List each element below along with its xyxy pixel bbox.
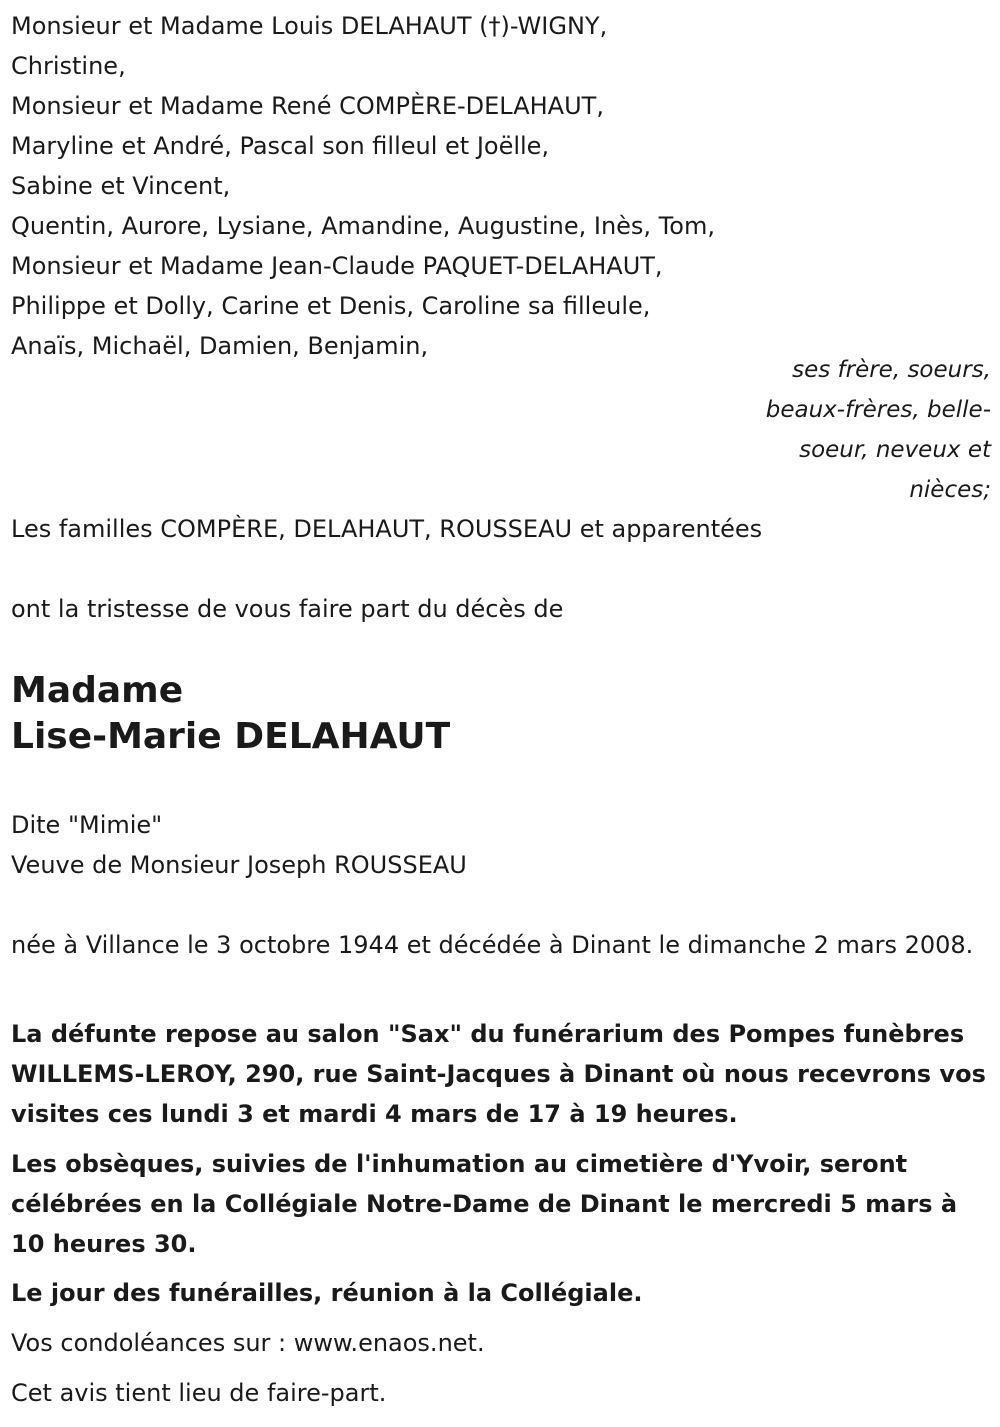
family-line: Maryline et André, Pascal son filleul et Joëlle, bbox=[11, 132, 550, 160]
widow-of: Veuve de Monsieur Joseph ROUSSEAU bbox=[11, 851, 467, 879]
deceased-name: Lise-Marie DELAHAUT bbox=[11, 716, 451, 757]
nickname: Dite "Mimie" bbox=[11, 811, 163, 839]
reunion-paragraph: Le jour des funérailles, réunion à la Collégiale. bbox=[11, 1279, 643, 1307]
relation-line: ses frère, soeurs, bbox=[792, 357, 991, 383]
notice-line: Cet avis tient lieu de faire-part. bbox=[11, 1379, 387, 1407]
family-line: Christine, bbox=[11, 52, 126, 80]
condolences-line: Vos condoléances sur : www.enaos.net. bbox=[11, 1329, 485, 1357]
family-list bbox=[11, 6, 715, 366]
family-line: Anaïs, Michaël, Damien, Benjamin, bbox=[11, 332, 429, 360]
salon-paragraph: La défunte repose au salon "Sax" du funérarium des Pompes funèbres WILLEMS-LEROY, 290, rue Saint-Jacques à Dinant où nous recevrons vos visites ces lundi 3 et mardi 4 mars de 17 à 19 heures. bbox=[11, 1020, 986, 1128]
family-line: Monsieur et Madame René COMPÈRE-DELAHAUT, bbox=[11, 92, 604, 120]
family-line: Monsieur et Madame Louis DELAHAUT (†)-WIGNY, bbox=[11, 12, 608, 40]
deceased-name-heading bbox=[11, 668, 450, 760]
deceased-title: Madame bbox=[11, 670, 184, 711]
funeral-paragraph: Les obsèques, suivies de l'inhumation au cimetière d'Yvoir, seront célébrées en la Collégiale Notre-Dame de Dinant le mercredi 5 mars à 10 heures 30. bbox=[11, 1150, 958, 1258]
family-line: Quentin, Aurore, Lysiane, Amandine, Augustine, Inès, Tom, bbox=[11, 212, 715, 240]
intro-line: ont la tristesse de vous faire part du décès de bbox=[11, 595, 564, 623]
relation-caption bbox=[731, 350, 991, 510]
relation-line: nièces; bbox=[909, 477, 991, 503]
families-line: Les familles COMPÈRE, DELAHAUT, ROUSSEAU et apparentées bbox=[11, 515, 763, 543]
relation-line: soeur, neveux et bbox=[799, 437, 991, 463]
birth-death-dates: née à Villance le 3 octobre 1944 et décédée à Dinant le dimanche 2 mars 2008. bbox=[11, 931, 974, 959]
family-line: Monsieur et Madame Jean-Claude PAQUET-DELAHAUT, bbox=[11, 252, 663, 280]
family-line: Sabine et Vincent, bbox=[11, 172, 231, 200]
relation-line: beaux-frères, belle- bbox=[765, 397, 991, 423]
family-line: Philippe et Dolly, Carine et Denis, Caroline sa filleule, bbox=[11, 292, 651, 320]
